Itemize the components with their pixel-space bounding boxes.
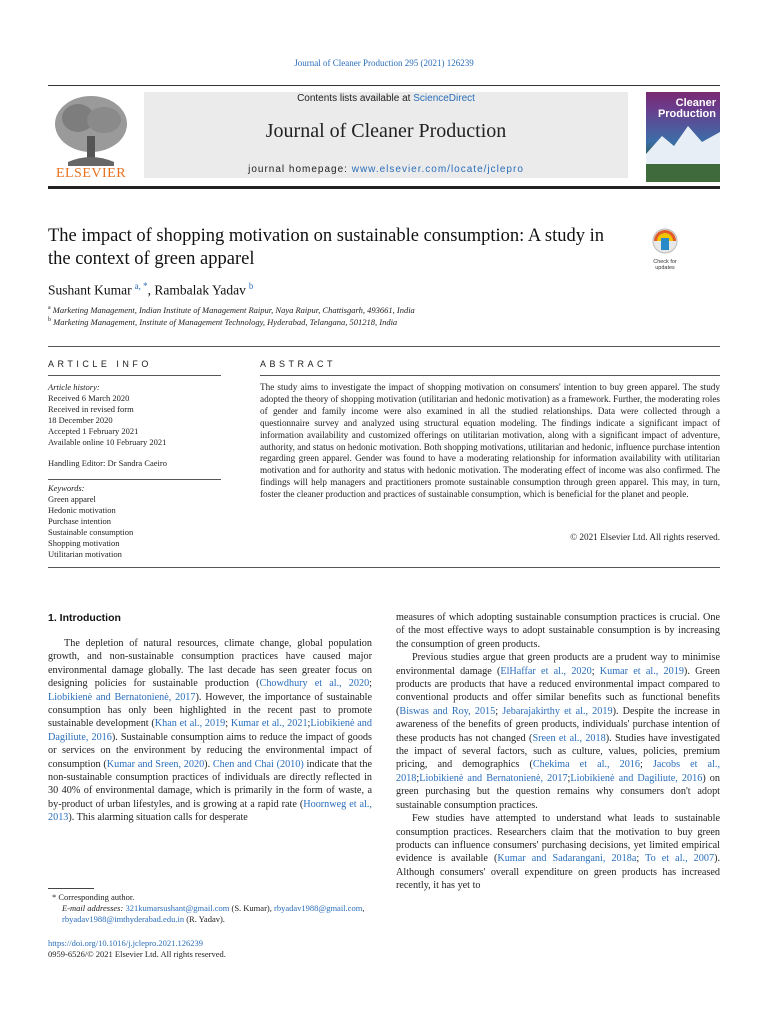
history-item: Available online 10 February 2021	[48, 437, 167, 447]
check-for-updates-badge[interactable]	[646, 228, 684, 271]
crossmark-icon	[646, 228, 684, 254]
elsevier-wordmark: ELSEVIER	[55, 166, 127, 181]
history-item: Received in revised form	[48, 404, 134, 414]
citation-link[interactable]: Jacobs et al., 2018	[396, 759, 720, 784]
history-label: Article history:	[48, 382, 100, 392]
keyword: Purchase intention	[48, 516, 112, 526]
citation-link[interactable]: Chekima et al., 2016	[532, 759, 640, 771]
journal-header	[48, 92, 720, 182]
sciencedirect-link[interactable]: ScienceDirect	[413, 93, 475, 104]
paragraph-text: The depletion of natural resources, climate change, global population growth, and non-sustainable consumption practices have caused major environmental damage globally. The last decade has seen greater focus on designing policies for sustainable production (	[48, 638, 372, 690]
journal-title: Journal of Cleaner Production	[265, 120, 507, 142]
handling-editor: Handling Editor: Dr Sandra Caeiro	[48, 458, 167, 468]
keyword: Utilitarian motivation	[48, 549, 122, 559]
article-title: The impact of shopping motivation on sustainable consumption: A study in the context of green apparel	[48, 226, 604, 269]
issn-copyright: 0959-6526/© 2021 Elsevier Ltd. All rights reserved.	[48, 949, 226, 959]
citation-link[interactable]: Liobikienė and Dagiliute, 2016	[570, 772, 703, 784]
paragraph	[48, 637, 372, 825]
paragraph-text: ).	[204, 758, 213, 770]
keywords-rule	[48, 479, 221, 480]
history-item: Received 6 March 2020	[48, 393, 130, 403]
footnote-rule	[48, 888, 94, 889]
header-bottom-rule	[48, 186, 720, 189]
affiliation-b	[48, 317, 397, 327]
abstract-copyright: © 2021 Elsevier Ltd. All rights reserved.	[570, 532, 720, 542]
contents-prefix: Contents lists available at	[297, 93, 414, 104]
citation-link[interactable]: Biswas and Roy, 2015	[399, 705, 496, 717]
journal-cover-thumbnail[interactable]	[646, 92, 720, 182]
section-divider	[48, 567, 720, 568]
paragraph-text: ). Green products are products that have a reduced environmental impact compared to conventional products and offer similar benefits such as functional benefits (	[396, 665, 720, 717]
section-divider	[48, 346, 720, 347]
doi-block	[48, 938, 226, 960]
affiliation-marker: a	[48, 305, 51, 312]
citation-link[interactable]: Khan et al., 2019	[154, 718, 226, 730]
author-name[interactable]: Rambalak Yadav	[154, 282, 246, 298]
citation-link[interactable]: Liobikienė and Bernatonienė, 2017	[419, 772, 568, 784]
keywords-label: Keywords:	[48, 483, 85, 493]
crossmark-label	[646, 259, 684, 271]
author-affiliation-marker[interactable]: a, *	[134, 281, 148, 291]
author-separator: ,	[147, 282, 155, 298]
paragraph	[396, 611, 720, 651]
citation-link[interactable]: Chen and Chai (2010)	[212, 758, 304, 770]
email-separator: ,	[362, 903, 365, 913]
citation-link[interactable]: Chowdhury et al., 2020	[259, 678, 370, 690]
citation-link[interactable]: ElHaffar et al., 2020	[500, 665, 592, 677]
paragraph-text: ). Although consumers' overall expenditure on green products has increased recently, it has yet to	[396, 853, 721, 892]
paragraph-text: ;	[567, 772, 571, 784]
crossmark-label-line1: Check for	[653, 259, 677, 265]
affiliation-text: Marketing Management, Indian Institute of Management Raipur, Naya Raipur, Chattisgarh, 493661, India	[52, 305, 415, 315]
body-column-right	[396, 611, 720, 893]
citation-link[interactable]: Sreen et al., 2018	[532, 732, 606, 744]
article-info-heading: ARTICLE INFO	[48, 359, 152, 369]
email-addresses	[48, 903, 372, 925]
author-name[interactable]: Sushant Kumar	[48, 282, 132, 298]
email-link[interactable]: rbyadav1988@gmail.com	[273, 903, 363, 913]
paragraph-text: indicate that the non-sustainable consumption practices of individuals are directly reflected in 30 40% of environmental damage, which is primarily in the form of waste, a by-product of urban lifestyles, and is growing at a rapid rate (	[48, 758, 372, 810]
paragraph-text: ;	[307, 718, 311, 730]
paragraph-text: measures of which adopting sustainable consumption practices is crucial. One of the most effective ways to adopt sustainable consumption is by increasing the consumption of green products.	[396, 612, 720, 650]
journal-homepage-link[interactable]: www.elsevier.com/locate/jclepro	[351, 164, 524, 175]
header-top-rule	[48, 85, 720, 86]
paragraph-text: ;	[416, 772, 420, 784]
footnotes	[48, 892, 372, 925]
paragraph-text: ). Sustainable consumption aims to reduce the impact of goods or services on the environment by reducing the environmental impact of consumption (	[48, 731, 372, 770]
paragraph-text: ;	[369, 678, 373, 690]
article-info-rule	[48, 375, 221, 376]
paragraph-text: Previous studies argue that green products are a prudent way to minimise environmental damage (	[396, 652, 720, 677]
cover-title-line1: Cleaner	[675, 97, 716, 109]
author-affiliation-marker[interactable]: b	[248, 281, 254, 291]
affiliation-marker: b	[48, 317, 51, 324]
citation-link[interactable]: Kumar et al., 2019	[599, 665, 684, 677]
paragraph-text: ;	[636, 853, 646, 865]
citation-link[interactable]: To et al., 2007	[645, 853, 715, 865]
author-list	[48, 281, 253, 299]
abstract-heading: ABSTRACT	[260, 359, 337, 369]
journal-citation-link[interactable]: Journal of Cleaner Production 295 (2021) 126239	[294, 58, 474, 68]
citation-link[interactable]: Jebarajakirthy et al., 2019	[502, 705, 613, 717]
paragraph-text: ) on green purchasing but the question remains why consumers don't adopt sustainable consumption practices.	[396, 772, 720, 811]
email-link[interactable]: rbyadav1988@imthyderabad.edu.in	[62, 914, 185, 924]
homepage-line	[144, 164, 628, 175]
citation-link[interactable]: Liobikienė and Dagiliute, 2016	[48, 718, 372, 743]
paragraph-text: ;	[640, 759, 653, 771]
paragraph-text: ;	[225, 718, 231, 730]
history-item: 18 December 2020	[48, 415, 113, 425]
keyword: Green apparel	[48, 494, 96, 504]
keywords-block	[48, 483, 221, 560]
keyword: Shopping motivation	[48, 538, 120, 548]
article-history	[48, 382, 221, 469]
homepage-prefix: journal homepage:	[248, 164, 352, 175]
paragraph-text: ). Despite the increase in awareness of the benefits of green products, individuals' purchase intention of these products has not changed (	[396, 705, 720, 744]
corresponding-author-note: * Corresponding author.	[52, 892, 135, 902]
cover-title-line2: Production	[657, 108, 716, 120]
email-label: E-mail addresses:	[62, 903, 126, 913]
paragraph-text: ). This alarming situation calls for desperate	[68, 812, 248, 824]
paragraph-text: ). However, the importance of sustainable consumption has only been highlighted in the recent past to promote sustainable development (	[48, 691, 372, 730]
paragraph-text: ;	[591, 665, 600, 677]
citation-link[interactable]: Hoornweg et al., 2013	[48, 798, 372, 824]
keyword: Sustainable consumption	[48, 527, 134, 537]
abstract-rule	[260, 375, 720, 376]
paragraph-text: ). Studies have investigated the impact of several factors, such as culture, values, policies, premium pricing, and demographics (	[396, 732, 720, 771]
keyword: Hedonic motivation	[48, 505, 116, 515]
abstract-text: The study aims to investigate the impact of shopping motivation on consumers' intention to buy green apparel. The study adopted the theory of shopping motivation (utilitarian and hedonic motivation) as a framework. Further, the moderating roles of gender and family income were also examined in all the studied relationships. Data were collected through a questionnaire survey and analyzed using structural equation modeling. The findings indicate a significant impact of information availability and customized offerings on utilitarian motivation, along with a significant impact of adventure, authority, and status on hedonic motivation. Both shopping motivations, utilitarian and hedonic, influence purchase intention regarding green apparel. Gender was found to have a moderating relationship for information availability with utilitarian motivation and for authority and status with hedonic motivation. The moderating effect of income was also confirmed. The findings will help managers and practitioners promote sustainable consumption through green apparel. This may, in turn, foster the cleaner production and practices of sustainable consumption, which is beneficial for the planet and people.	[260, 382, 720, 500]
cover-title	[658, 98, 716, 120]
email-link[interactable]: 321kumarsushant@gmail.com	[125, 903, 230, 913]
contents-line	[144, 93, 628, 104]
elsevier-logo	[48, 92, 134, 182]
citation-link[interactable]: Kumar et al., 2021	[230, 718, 308, 730]
crossmark-label-line2: updates	[655, 265, 675, 271]
affiliation-text: Marketing Management, Institute of Management Technology, Hyderabad, Telangana, 501218, India	[53, 317, 398, 327]
doi-link[interactable]: https://doi.org/10.1016/j.jclepro.2021.126239	[48, 938, 203, 948]
email-owner: (R. Yadav).	[184, 914, 225, 924]
citation-link[interactable]: Kumar and Sreen, 2020	[106, 758, 205, 770]
journal-header-banner	[144, 92, 628, 178]
paragraph	[396, 651, 720, 812]
body-column-left	[48, 637, 372, 825]
citation-link[interactable]: Kumar and Sadarangani, 2018a	[497, 853, 637, 865]
introduction-heading: 1. Introduction	[48, 612, 121, 624]
paragraph	[396, 812, 720, 892]
email-owner: (S. Kumar),	[229, 903, 274, 913]
affiliation-a	[48, 305, 415, 315]
paragraph-text: ;	[495, 705, 503, 717]
history-item: Accepted 1 February 2021	[48, 426, 139, 436]
paragraph-text: Few studies have attempted to understand what leads to sustainable consumption practices. Researchers claim that the motivation to buy green products can influence consumers' purchasing decisions, yet limited empirical evidence is available (	[396, 813, 720, 865]
citation-link[interactable]: Liobikienė and Bernatonienė, 2017	[48, 691, 196, 703]
